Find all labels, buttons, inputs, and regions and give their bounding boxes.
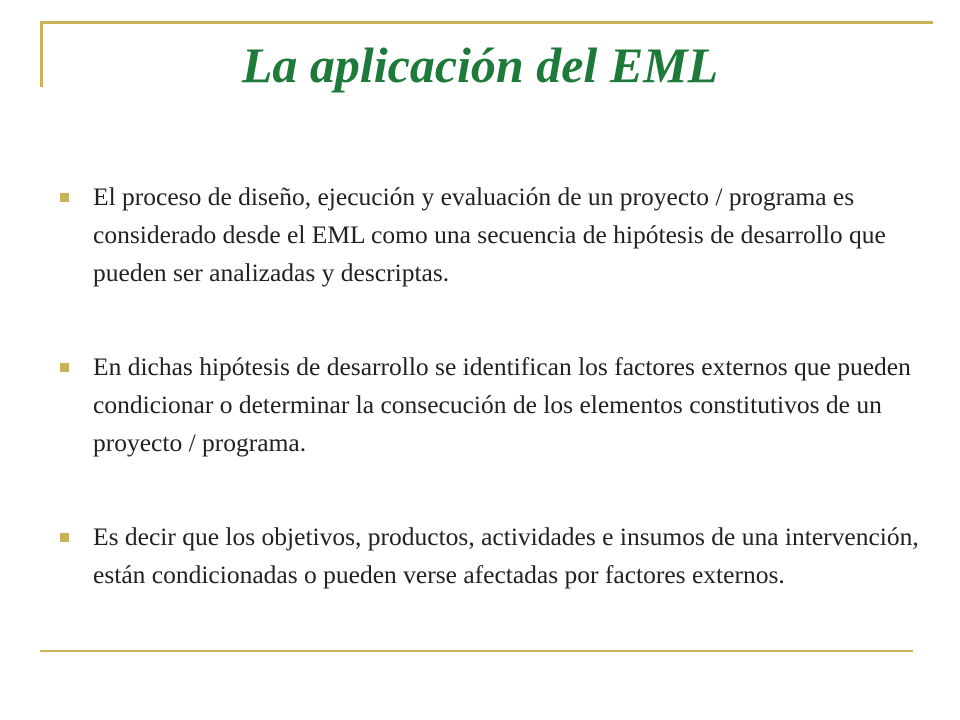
square-bullet-icon bbox=[60, 193, 69, 202]
bullet-text: Es decir que los objetivos, productos, actividades e insumos de una intervención, están condicionadas o pueden verse afectadas por factores externos. bbox=[93, 522, 919, 589]
bullet-item bbox=[60, 178, 920, 292]
bullet-list bbox=[60, 178, 920, 594]
frame-top-line bbox=[40, 21, 933, 24]
bullet-text: En dichas hipótesis de desarrollo se identifican los factores externos que pueden condicionar o determinar la consecución de los elementos constitutivos de un proyecto / programa. bbox=[93, 352, 911, 457]
square-bullet-icon bbox=[60, 533, 69, 542]
bullet-item bbox=[60, 348, 920, 462]
frame-bottom-line bbox=[40, 650, 913, 652]
square-bullet-icon bbox=[60, 363, 69, 372]
slide-title: La aplicación del EML bbox=[241, 37, 719, 93]
bullet-item bbox=[60, 518, 920, 594]
bullet-text: El proceso de diseño, ejecución y evaluación de un proyecto / programa es considerado desde el EML como una secuencia de hipótesis de desarrollo que pueden ser analizadas y descriptas. bbox=[93, 182, 886, 287]
